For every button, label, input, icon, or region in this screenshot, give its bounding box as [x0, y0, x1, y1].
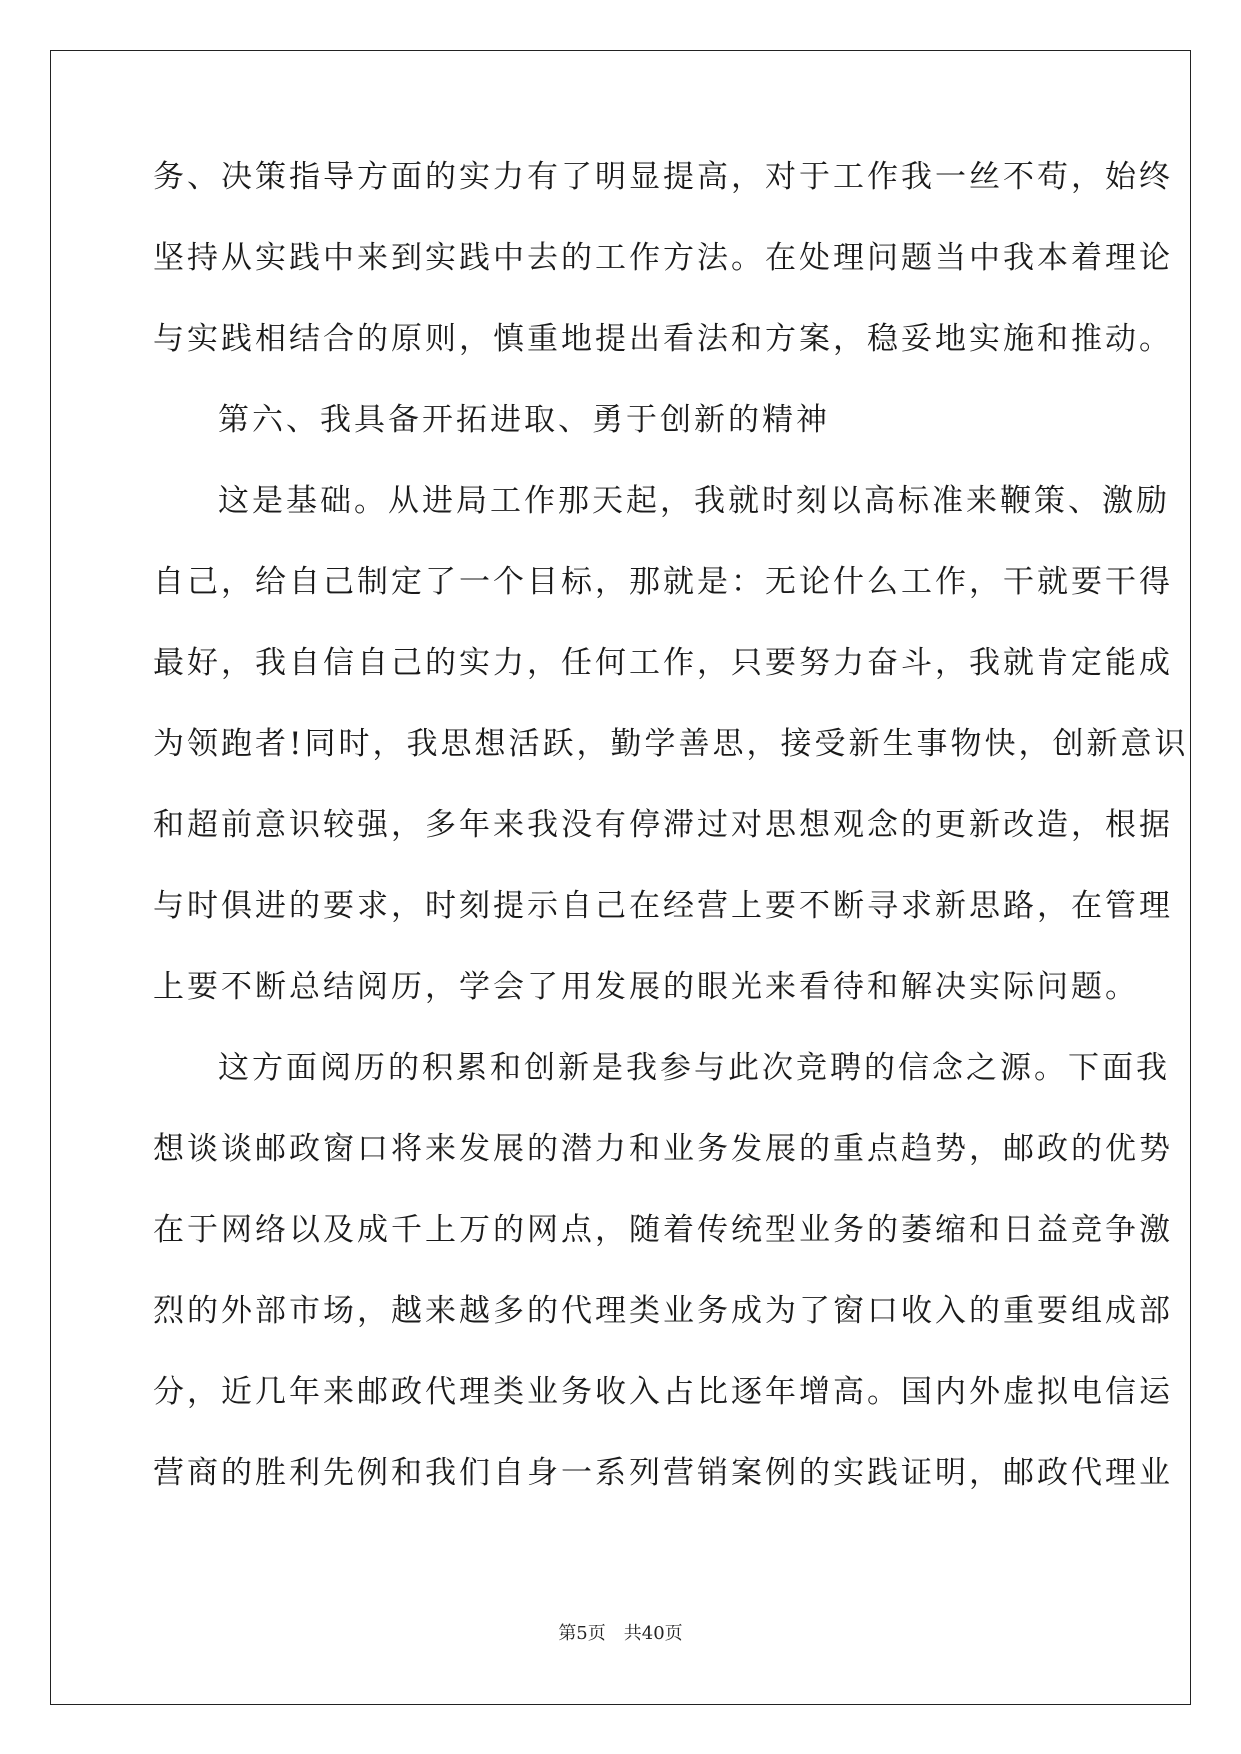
page-footer: [0, 1623, 1241, 1645]
text-line: 分，近几年来邮政代理类业务收入占比逐年增高。国内外虚拟电信运: [153, 1374, 1173, 1410]
text-line: 务、决策指导方面的实力有了明显提高，对于工作我一丝不苟，始终: [153, 159, 1173, 195]
text-line: 最好，我自信自己的实力，任何工作，只要努力奋斗，我就肯定能成: [153, 645, 1173, 681]
text-line: 为领跑者!同时，我思想活跃，勤学善思，接受新生事物快，创新意识: [153, 726, 1189, 762]
text-line: 在于网络以及成千上万的网点，随着传统型业务的萎缩和日益竞争激: [153, 1212, 1173, 1248]
document-body: [153, 159, 1189, 1537]
text-line: 与时俱进的要求，时刻提示自己在经营上要不断寻求新思路，在管理: [153, 888, 1173, 924]
text-line: 烈的外部市场，越来越多的代理类业务成为了窗口收入的重要组成部: [153, 1293, 1173, 1329]
total-pages: 共40页: [623, 1623, 683, 1644]
text-line: 自己，给自己制定了一个目标，那就是：无论什么工作，干就要干得: [153, 564, 1173, 600]
text-line: 这方面阅历的积累和创新是我参与此次竞聘的信念之源。下面我: [218, 1050, 1170, 1086]
text-line: 与实践相结合的原则，慎重地提出看法和方案，稳妥地实施和推动。: [153, 321, 1173, 357]
text-line: 这是基础。从进局工作那天起，我就时刻以高标准来鞭策、激励: [218, 483, 1170, 519]
text-line: 第六、我具备开拓进取、勇于创新的精神: [218, 402, 830, 438]
text-line: 坚持从实践中来到实践中去的工作方法。在处理问题当中我本着理论: [153, 240, 1173, 276]
text-line: 想谈谈邮政窗口将来发展的潜力和业务发展的重点趋势，邮政的优势: [153, 1131, 1173, 1167]
text-line: 上要不断总结阅历，学会了用发展的眼光来看待和解决实际问题。: [153, 969, 1139, 1005]
text-line: 营商的胜利先例和我们自身一系列营销案例的实践证明，邮政代理业: [153, 1455, 1173, 1491]
text-line: 和超前意识较强，多年来我没有停滞过对思想观念的更新改造，根据: [153, 807, 1173, 843]
page-number: 第5页: [558, 1623, 606, 1644]
